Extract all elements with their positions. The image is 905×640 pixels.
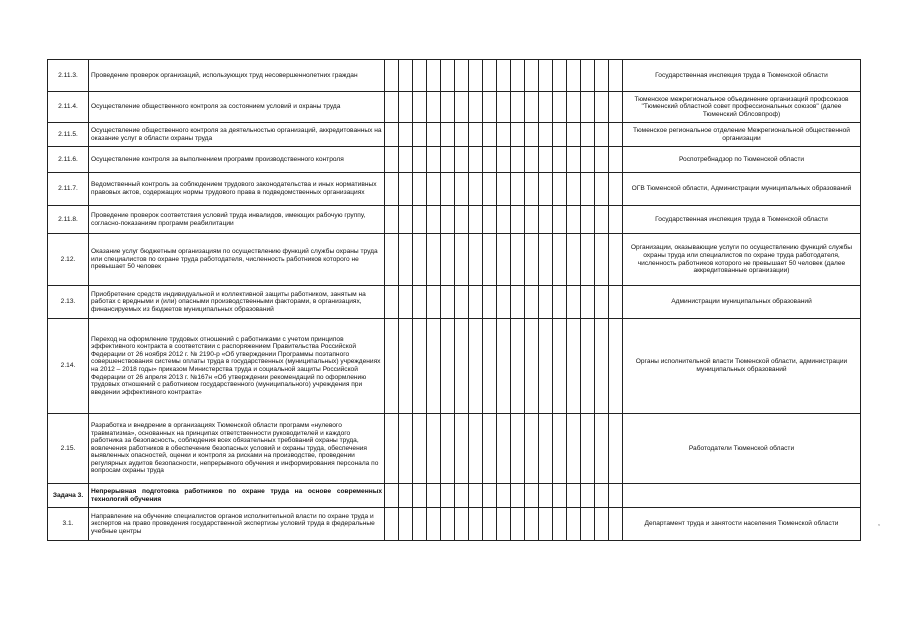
schedule-cell xyxy=(581,123,595,147)
item-number: 3.1. xyxy=(48,508,89,541)
schedule-cell xyxy=(497,234,511,286)
measure-description: Осуществление общественного контроля за состоянием условий и охраны труда xyxy=(89,92,385,123)
schedule-cell xyxy=(595,234,609,286)
item-number: 2.14. xyxy=(48,319,89,414)
schedule-cell xyxy=(567,123,581,147)
item-number: 2.15. xyxy=(48,414,89,484)
schedule-cell xyxy=(581,319,595,414)
schedule-cell xyxy=(469,60,483,92)
measure-description: Осуществление общественного контроля за деятельностью организаций, аккредитованных на оказание услуг в области охраны труда xyxy=(89,123,385,147)
table-row xyxy=(48,173,861,206)
schedule-cell xyxy=(539,414,553,484)
schedule-cell xyxy=(385,147,399,173)
measure-description: Ведомственный контроль за соблюдением трудового законодательства и иных нормативных правовых актов, содержащих нормы трудового права в подведомственных организациях xyxy=(89,173,385,206)
schedule-cell xyxy=(469,484,483,508)
schedule-cell xyxy=(553,484,567,508)
schedule-cell xyxy=(497,414,511,484)
schedule-cell xyxy=(511,319,525,414)
schedule-cell xyxy=(413,60,427,92)
schedule-cell xyxy=(497,484,511,508)
table-row xyxy=(48,92,861,123)
schedule-cell xyxy=(511,234,525,286)
schedule-cell xyxy=(567,147,581,173)
schedule-cell xyxy=(483,60,497,92)
schedule-cell xyxy=(525,60,539,92)
measure-description: Направление на обучение специалистов органов исполнительной власти по охране труда и экспертов на право проведения государственной экспертизы условий труда в федеральные учебные центры xyxy=(89,508,385,541)
item-number: 2.11.3. xyxy=(48,60,89,92)
schedule-cell xyxy=(553,234,567,286)
schedule-cell xyxy=(483,414,497,484)
schedule-cell xyxy=(441,234,455,286)
schedule-cell xyxy=(595,173,609,206)
table-row xyxy=(48,123,861,147)
schedule-cell xyxy=(525,173,539,206)
schedule-cell xyxy=(483,206,497,234)
schedule-cell xyxy=(511,206,525,234)
schedule-cell xyxy=(609,286,623,319)
schedule-cell xyxy=(525,206,539,234)
schedule-cell xyxy=(497,92,511,123)
schedule-cell xyxy=(511,508,525,541)
schedule-cell xyxy=(441,414,455,484)
schedule-cell xyxy=(455,319,469,414)
schedule-cell xyxy=(483,147,497,173)
schedule-cell xyxy=(469,173,483,206)
schedule-cell xyxy=(567,173,581,206)
schedule-cell xyxy=(385,484,399,508)
schedule-cell xyxy=(567,414,581,484)
schedule-cell xyxy=(511,173,525,206)
schedule-cell xyxy=(539,173,553,206)
schedule-cell xyxy=(595,484,609,508)
schedule-cell xyxy=(413,123,427,147)
schedule-cell xyxy=(525,319,539,414)
schedule-cell xyxy=(413,286,427,319)
schedule-cell xyxy=(413,147,427,173)
schedule-cell xyxy=(455,286,469,319)
schedule-cell xyxy=(539,484,553,508)
schedule-cell xyxy=(385,60,399,92)
schedule-cell xyxy=(511,123,525,147)
schedule-cell xyxy=(469,92,483,123)
schedule-cell xyxy=(427,414,441,484)
schedule-cell xyxy=(455,147,469,173)
schedule-cell xyxy=(567,234,581,286)
schedule-cell xyxy=(539,123,553,147)
schedule-cell xyxy=(511,147,525,173)
schedule-cell xyxy=(441,286,455,319)
responsible-executor xyxy=(623,484,861,508)
schedule-cell xyxy=(413,92,427,123)
schedule-cell xyxy=(497,319,511,414)
schedule-cell xyxy=(567,484,581,508)
schedule-cell xyxy=(427,206,441,234)
schedule-cell xyxy=(553,508,567,541)
schedule-cell xyxy=(511,92,525,123)
schedule-cell xyxy=(511,60,525,92)
schedule-cell xyxy=(581,286,595,319)
schedule-cell xyxy=(553,92,567,123)
item-number: 2.11.7. xyxy=(48,173,89,206)
schedule-cell xyxy=(609,484,623,508)
responsible-executor: Организации, оказывающие услуги по осуществлению функций службы охраны труда или специалистов по охране труда работодателя, численность работников которого не превышает 50 человек (далее аккредитованные организации) xyxy=(623,234,861,286)
item-number: 2.13. xyxy=(48,286,89,319)
schedule-cell xyxy=(595,206,609,234)
schedule-cell xyxy=(399,206,413,234)
schedule-cell xyxy=(525,414,539,484)
schedule-cell xyxy=(385,123,399,147)
schedule-cell xyxy=(609,60,623,92)
schedule-cell xyxy=(497,123,511,147)
schedule-cell xyxy=(427,319,441,414)
schedule-cell xyxy=(567,319,581,414)
schedule-cell xyxy=(609,414,623,484)
schedule-cell xyxy=(399,484,413,508)
schedule-cell xyxy=(427,173,441,206)
schedule-cell xyxy=(595,286,609,319)
schedule-cell xyxy=(399,60,413,92)
schedule-cell xyxy=(609,147,623,173)
schedule-cell xyxy=(567,206,581,234)
responsible-executor: ОГВ Тюменской области, Администрации муниципальных образований xyxy=(623,173,861,206)
schedule-cell xyxy=(441,147,455,173)
task-row xyxy=(48,484,861,508)
schedule-cell xyxy=(539,206,553,234)
schedule-cell xyxy=(483,92,497,123)
schedule-cell xyxy=(427,92,441,123)
schedule-cell xyxy=(399,414,413,484)
margin-mark: , xyxy=(878,520,880,527)
measure-description: Проведение проверок соответствия условий труда инвалидов, имеющих рабочую группу, согласно-показаниям программ реабилитации xyxy=(89,206,385,234)
measure-description: Оказание услуг бюджетным организациям по осуществлению функций службы охраны труда или специалистов по охране труда работодателя, численность работников которого не превышает 50 человек xyxy=(89,234,385,286)
schedule-cell xyxy=(455,508,469,541)
schedule-cell xyxy=(609,92,623,123)
schedule-cell xyxy=(609,319,623,414)
item-number: 2.11.6. xyxy=(48,147,89,173)
schedule-cell xyxy=(399,286,413,319)
schedule-cell xyxy=(595,147,609,173)
schedule-cell xyxy=(469,508,483,541)
schedule-cell xyxy=(581,173,595,206)
schedule-cell xyxy=(413,234,427,286)
schedule-cell xyxy=(581,60,595,92)
item-number: 2.11.5. xyxy=(48,123,89,147)
schedule-cell xyxy=(581,414,595,484)
measure-description: Переход на оформление трудовых отношений с работниками с учетом принципов эффективного контракта в соответствии с распоряжением Правительства Российской Федерации от 26 ноября 2012 г. № 2190-р «Об утверждении Программы поэтапного совершенствования системы оплаты труда в государственных (муниципальных) учреждениях на 2012 – 2018 годы» приказом Министерства труда и социальной защиты Российской Федерации от 26 апреля 2013 г. №167н «Об утверждении рекомендаций по оформлению трудовых отношений с работником государственного (муниципального) учреждения при введении эффективного контракта» xyxy=(89,319,385,414)
schedule-cell xyxy=(581,234,595,286)
schedule-cell xyxy=(567,508,581,541)
schedule-cell xyxy=(413,319,427,414)
schedule-cell xyxy=(385,414,399,484)
schedule-cell xyxy=(539,286,553,319)
schedule-cell xyxy=(413,508,427,541)
schedule-cell xyxy=(413,484,427,508)
responsible-executor: Тюменское региональное отделение Межрегиональной общественной организации xyxy=(623,123,861,147)
measures-table xyxy=(47,59,861,541)
schedule-cell xyxy=(525,234,539,286)
schedule-cell xyxy=(413,173,427,206)
schedule-cell xyxy=(469,123,483,147)
schedule-cell xyxy=(427,286,441,319)
schedule-cell xyxy=(497,147,511,173)
schedule-cell xyxy=(399,92,413,123)
responsible-executor: Роспотребнадзор по Тюменской области xyxy=(623,147,861,173)
responsible-executor: Органы исполнительной власти Тюменской области, администрации муниципальных образований xyxy=(623,319,861,414)
schedule-cell xyxy=(399,147,413,173)
schedule-cell xyxy=(483,234,497,286)
schedule-cell xyxy=(553,147,567,173)
responsible-executor: Работодатели Тюменской области xyxy=(623,414,861,484)
schedule-cell xyxy=(455,414,469,484)
task-number: Задача 3. xyxy=(48,484,89,508)
schedule-cell xyxy=(455,173,469,206)
schedule-cell xyxy=(483,319,497,414)
schedule-cell xyxy=(455,206,469,234)
schedule-cell xyxy=(595,92,609,123)
schedule-cell xyxy=(595,319,609,414)
schedule-cell xyxy=(399,173,413,206)
schedule-cell xyxy=(483,123,497,147)
schedule-cell xyxy=(511,414,525,484)
schedule-cell xyxy=(581,206,595,234)
schedule-cell xyxy=(553,414,567,484)
schedule-cell xyxy=(469,234,483,286)
schedule-cell xyxy=(385,319,399,414)
schedule-cell xyxy=(455,92,469,123)
schedule-cell xyxy=(441,206,455,234)
schedule-cell xyxy=(469,206,483,234)
schedule-cell xyxy=(553,123,567,147)
schedule-cell xyxy=(581,92,595,123)
measure-description: Разработка и внедрение в организациях Тюменской области программ «нулевого травматизма», основанных на принципах ответственности руководителей и каждого работника за безопасность, соблюдения всех обязательных требований охраны труда, вовлечения работников в обеспечение безопасных условий и охраны труда, обеспечения выявленных опасностей, оценки и контроля за рисками на производстве, проведении регулярных аудитов безопасности, непрерывного обучения и информирования персонала по вопросам охраны труда xyxy=(89,414,385,484)
schedule-cell xyxy=(553,60,567,92)
schedule-cell xyxy=(539,508,553,541)
schedule-cell xyxy=(553,173,567,206)
item-number: 2.11.8. xyxy=(48,206,89,234)
schedule-cell xyxy=(385,92,399,123)
schedule-cell xyxy=(609,508,623,541)
schedule-cell xyxy=(483,508,497,541)
schedule-cell xyxy=(525,147,539,173)
measure-description: Приобретение средств индивидуальной и коллективной защиты работником, занятым на работах с вредными и (или) опасными производственными факторами, в организациях, финансируемых из бюджетов муниципальных образований xyxy=(89,286,385,319)
schedule-cell xyxy=(497,206,511,234)
schedule-cell xyxy=(385,234,399,286)
schedule-cell xyxy=(413,414,427,484)
schedule-cell xyxy=(469,319,483,414)
table-row xyxy=(48,319,861,414)
table-row xyxy=(48,234,861,286)
schedule-cell xyxy=(595,508,609,541)
schedule-cell xyxy=(497,173,511,206)
item-number: 2.11.4. xyxy=(48,92,89,123)
responsible-executor: Государственная инспекция труда в Тюменской области xyxy=(623,206,861,234)
schedule-cell xyxy=(609,234,623,286)
schedule-cell xyxy=(385,508,399,541)
schedule-cell xyxy=(553,286,567,319)
schedule-cell xyxy=(525,508,539,541)
schedule-cell xyxy=(595,60,609,92)
responsible-executor: Тюменское межрегиональное объединение организаций профсоюзов "Тюменский областной совет профессиональных союзов" (далее Тюменский Облсовпроф) xyxy=(623,92,861,123)
schedule-cell xyxy=(609,123,623,147)
schedule-cell xyxy=(399,234,413,286)
schedule-cell xyxy=(525,286,539,319)
schedule-cell xyxy=(427,484,441,508)
schedule-cell xyxy=(399,508,413,541)
schedule-cell xyxy=(441,173,455,206)
schedule-cell xyxy=(385,206,399,234)
schedule-cell xyxy=(469,286,483,319)
responsible-executor: Департамент труда и занятости населения Тюменской области xyxy=(623,508,861,541)
table-row xyxy=(48,508,861,541)
schedule-cell xyxy=(581,147,595,173)
table-row xyxy=(48,147,861,173)
schedule-cell xyxy=(385,286,399,319)
schedule-cell xyxy=(567,92,581,123)
schedule-cell xyxy=(553,319,567,414)
item-number: 2.12. xyxy=(48,234,89,286)
schedule-cell xyxy=(441,484,455,508)
schedule-cell xyxy=(581,484,595,508)
schedule-cell xyxy=(539,147,553,173)
schedule-cell xyxy=(567,286,581,319)
schedule-cell xyxy=(525,123,539,147)
measure-description: Осуществление контроля за выполнением программ производственного контроля xyxy=(89,147,385,173)
schedule-cell xyxy=(427,123,441,147)
table-row xyxy=(48,206,861,234)
schedule-cell xyxy=(609,173,623,206)
task-title: Непрерывная подготовка работников по охране труда на основе современных технологий обучения xyxy=(89,484,385,508)
schedule-cell xyxy=(539,319,553,414)
table-row xyxy=(48,414,861,484)
schedule-cell xyxy=(567,60,581,92)
schedule-cell xyxy=(441,508,455,541)
schedule-cell xyxy=(539,60,553,92)
schedule-cell xyxy=(441,60,455,92)
schedule-cell xyxy=(469,414,483,484)
schedule-cell xyxy=(483,484,497,508)
schedule-cell xyxy=(539,234,553,286)
schedule-cell xyxy=(455,234,469,286)
schedule-cell xyxy=(609,206,623,234)
schedule-cell xyxy=(399,319,413,414)
schedule-cell xyxy=(539,92,553,123)
schedule-cell xyxy=(413,206,427,234)
schedule-cell xyxy=(455,123,469,147)
schedule-cell xyxy=(455,60,469,92)
schedule-cell xyxy=(497,60,511,92)
schedule-cell xyxy=(427,147,441,173)
schedule-cell xyxy=(581,508,595,541)
schedule-cell xyxy=(525,484,539,508)
schedule-cell xyxy=(441,92,455,123)
schedule-cell xyxy=(455,484,469,508)
schedule-cell xyxy=(427,60,441,92)
schedule-cell xyxy=(553,206,567,234)
schedule-cell xyxy=(497,508,511,541)
schedule-cell xyxy=(427,508,441,541)
schedule-cell xyxy=(399,123,413,147)
schedule-cell xyxy=(595,414,609,484)
schedule-cell xyxy=(595,123,609,147)
schedule-cell xyxy=(497,286,511,319)
schedule-cell xyxy=(441,123,455,147)
schedule-cell xyxy=(469,147,483,173)
schedule-cell xyxy=(385,173,399,206)
schedule-cell xyxy=(427,234,441,286)
schedule-cell xyxy=(511,484,525,508)
responsible-executor: Администрации муниципальных образований xyxy=(623,286,861,319)
responsible-executor: Государственная инспекция труда в Тюменской области xyxy=(623,60,861,92)
schedule-cell xyxy=(525,92,539,123)
schedule-cell xyxy=(511,286,525,319)
table-row xyxy=(48,286,861,319)
table-row xyxy=(48,60,861,92)
schedule-cell xyxy=(441,319,455,414)
schedule-cell xyxy=(483,173,497,206)
schedule-cell xyxy=(483,286,497,319)
measure-description: Проведение проверок организаций, использующих труд несовершеннолетних граждан xyxy=(89,60,385,92)
